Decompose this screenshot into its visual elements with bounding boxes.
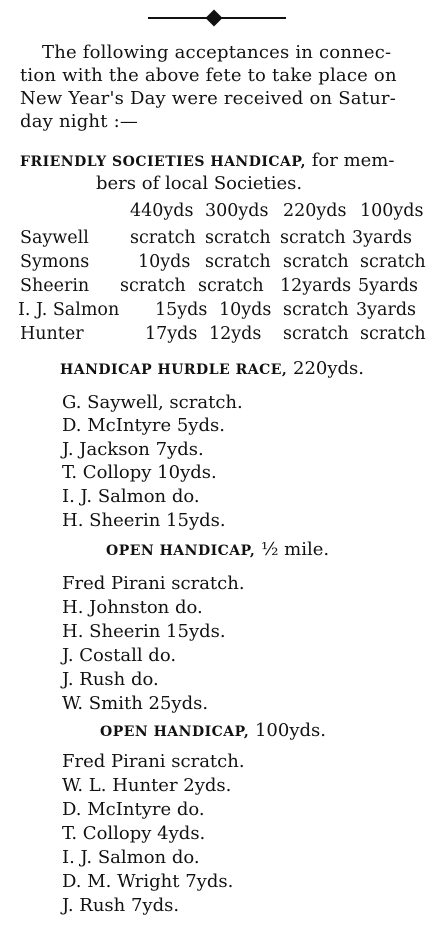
table-cell: 5yards <box>358 276 419 296</box>
list-item: J. Rush 7yds. <box>62 895 180 916</box>
table-cell: scratch <box>130 228 196 248</box>
list-item: H. Sheerin 15yds. <box>62 621 226 642</box>
competitor-name: Symons <box>20 252 90 272</box>
intro-line-3: New Year's Day were received on Satur- <box>20 88 396 109</box>
list-item: J. Costall do. <box>62 645 177 666</box>
table-cell: scratch <box>283 324 349 344</box>
list-item: Fred Pirani scratch. <box>62 573 245 594</box>
hurdle-heading-rest: 220yds. <box>287 358 365 379</box>
list-item: I. J. Salmon do. <box>62 486 200 507</box>
table-cell: 10yds <box>219 300 272 320</box>
column-header: 220yds <box>283 201 347 221</box>
intro-line-1: The following acceptances in connec- <box>42 42 392 63</box>
table-cell: 12yds <box>209 324 262 344</box>
table-cell: 12yards <box>280 276 352 296</box>
table-cell: scratch <box>360 324 426 344</box>
rule-diamond-icon <box>206 10 223 27</box>
half-mile-heading <box>106 539 329 562</box>
list-item: H. Sheerin 15yds. <box>62 510 226 531</box>
table-cell: 10yds <box>138 252 191 272</box>
hundred-heading-rest: 100yds. <box>249 720 326 741</box>
table-cell: scratch <box>280 228 346 248</box>
list-item: G. Saywell, scratch. <box>62 392 243 413</box>
competitor-name: Hunter <box>20 324 84 344</box>
friendly-heading <box>20 150 394 173</box>
column-header: 440yds <box>130 201 194 221</box>
table-cell: 15yds <box>155 300 208 320</box>
hurdle-heading-caps: HANDICAP HURDLE RACE, <box>60 362 288 378</box>
table-cell: 3yards <box>352 228 413 248</box>
competitor-name: Saywell <box>20 228 89 248</box>
table-cell: 17yds <box>145 324 198 344</box>
hundred-heading <box>100 720 326 743</box>
friendly-heading-caps: FRIENDLY SOCIETIES HANDICAP, <box>20 154 307 170</box>
list-item: D. McIntyre 5yds. <box>62 415 225 436</box>
table-cell: scratch <box>360 252 426 272</box>
list-item: J. Rush do. <box>62 669 159 690</box>
friendly-heading-line2: bers of local Societies. <box>96 173 303 194</box>
table-cell: scratch <box>205 228 271 248</box>
hundred-heading-caps: OPEN HANDICAP, <box>100 724 250 740</box>
column-header: 100yds <box>360 201 424 221</box>
list-item: Fred Pirani scratch. <box>62 751 245 772</box>
list-item: H. Johnston do. <box>62 597 203 618</box>
column-header: 300yds <box>205 201 269 221</box>
intro-line-2: tion with the above fete to take place on <box>20 65 397 86</box>
list-item: W. L. Hunter 2yds. <box>62 775 232 796</box>
table-cell: scratch <box>283 300 349 320</box>
friendly-heading-rest: for mem- <box>306 150 395 171</box>
hurdle-heading <box>60 358 364 381</box>
list-item: T. Collopy 4yds. <box>62 823 206 844</box>
list-item: I. J. Salmon do. <box>62 847 200 868</box>
half-mile-heading-caps: OPEN HANDICAP, <box>106 543 256 559</box>
list-item: W. Smith 25yds. <box>62 693 209 714</box>
half-mile-heading-rest: ½ mile. <box>255 539 330 560</box>
list-item: J. Jackson 7yds. <box>62 439 204 460</box>
competitor-name: I. J. Salmon <box>18 300 120 320</box>
table-cell: scratch <box>205 252 271 272</box>
table-cell: 3yards <box>356 300 417 320</box>
ornamental-rule <box>148 17 286 19</box>
list-item: D. M. Wright 7yds. <box>62 871 234 892</box>
list-item: T. Collopy 10yds. <box>62 462 217 483</box>
table-cell: scratch <box>283 252 349 272</box>
table-cell: scratch <box>120 276 186 296</box>
table-cell: scratch <box>198 276 264 296</box>
list-item: D. McIntyre do. <box>62 799 205 820</box>
competitor-name: Sheerin <box>20 276 90 296</box>
intro-line-4: day night :— <box>20 111 139 132</box>
